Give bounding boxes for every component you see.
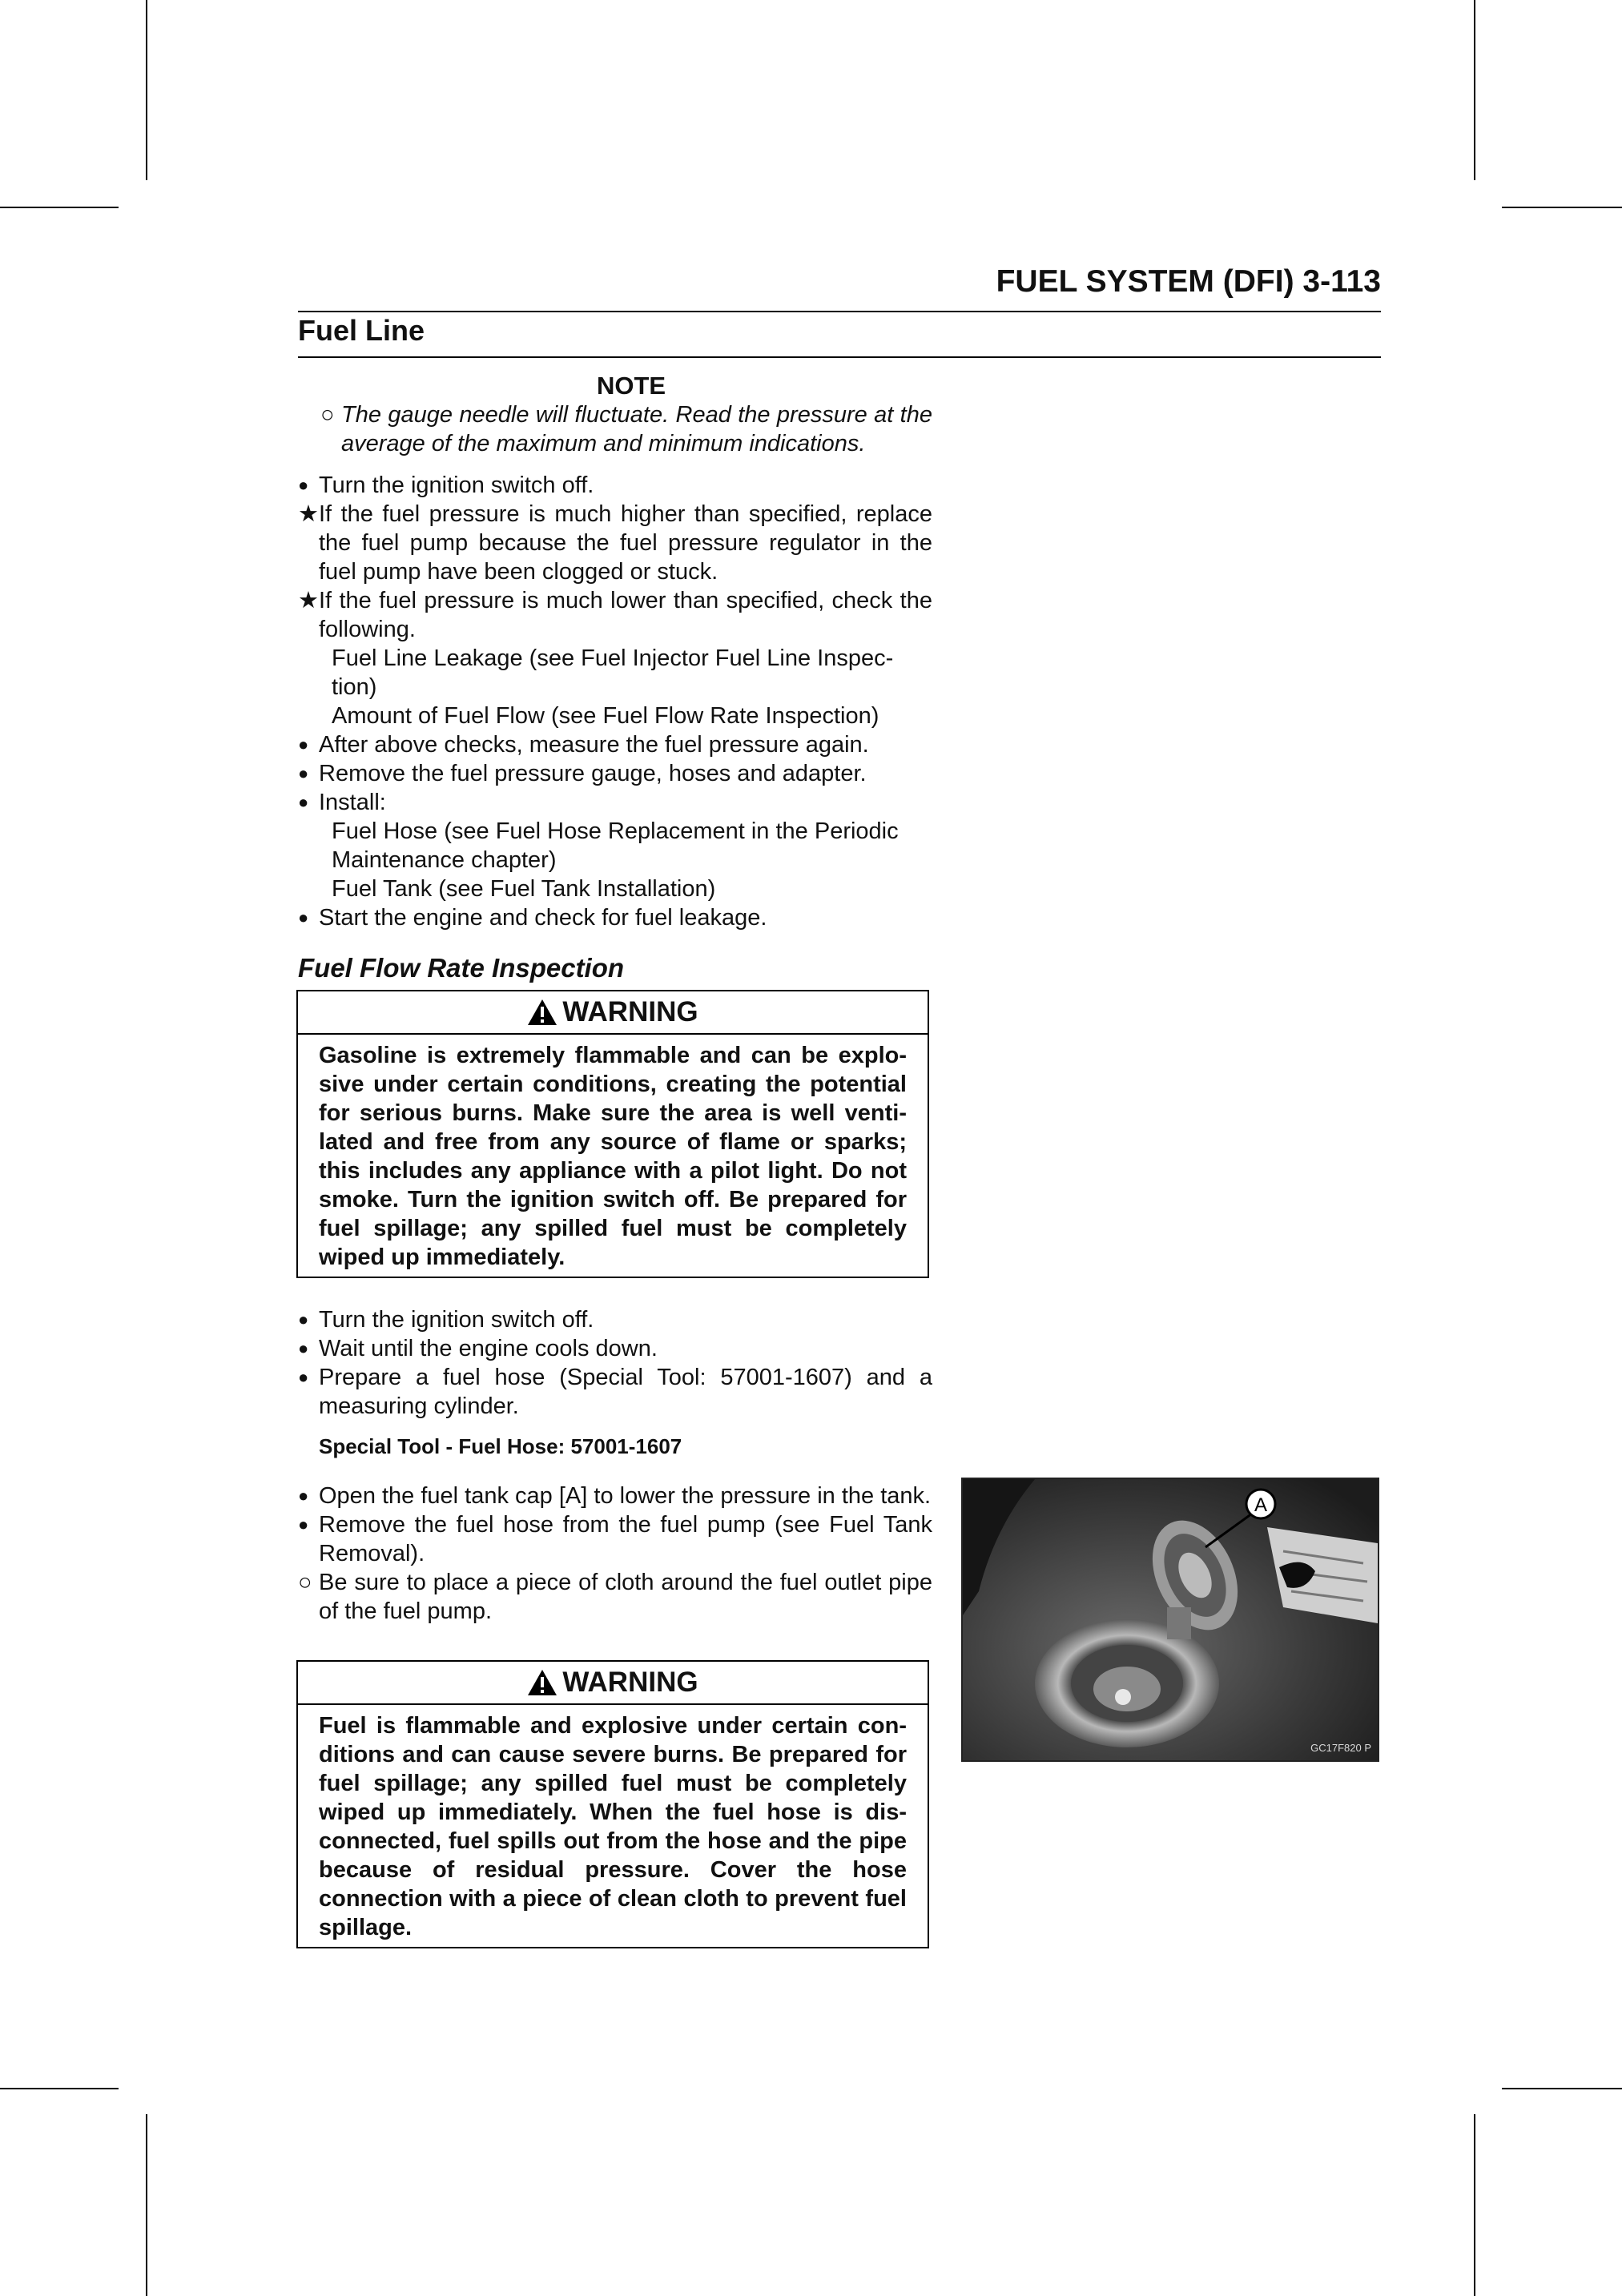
note-text: The gauge needle will fluctuate. Read the pressure at the average of the maximum and minimum indications. (341, 402, 932, 456)
warning-triangle-icon (527, 999, 557, 1026)
step-text: Install: (319, 790, 386, 815)
note-item (298, 400, 932, 458)
flow-rate-steps (298, 1305, 932, 1461)
step-text: If the fuel pressure is much lower than specified, check the following. (319, 588, 932, 642)
crop-mark (146, 2114, 147, 2296)
note-title: NOTE (596, 372, 666, 400)
step-text: Remove the fuel hose from the fuel pump (see Fuel Tank Removal). (319, 1512, 932, 1566)
bullet-icon: ● (298, 1338, 309, 1358)
sub-item (298, 644, 932, 702)
step-list (298, 1305, 932, 1421)
crop-mark (1474, 0, 1475, 180)
step-text: Remove the fuel pressure gauge, hoses and adapter. (319, 761, 867, 786)
crop-mark (146, 0, 147, 180)
hollow-bullet-icon: ○ (298, 1570, 312, 1595)
step-item (298, 759, 932, 788)
step-text: If the fuel pressure is much higher than specified, replace the fuel pump because the fuel pressure regulator in the fuel pump have been clogged or stuck. (319, 501, 932, 585)
step-text: Wait until the engine cools down. (319, 1336, 658, 1361)
step-text: Fuel Line Leakage (see Fuel Injector Fuel Line Inspec-tion) (332, 645, 894, 700)
step-item (298, 500, 932, 586)
bullet-icon: ● (298, 907, 309, 927)
crop-mark (1502, 2088, 1622, 2089)
subsection-title: Fuel Flow Rate Inspection (298, 953, 625, 983)
step-item (298, 1363, 932, 1421)
bullet-icon: ● (298, 475, 309, 495)
bullet-icon: ● (298, 763, 309, 783)
step-text: Fuel Hose (see Fuel Hose Replacement in the Periodic Maintenance chapter) (332, 818, 899, 873)
fuel-tank-illustration (963, 1479, 1378, 1760)
warning-header (298, 1662, 928, 1705)
warning-title: WARNING (562, 1667, 698, 1698)
step-text: After above checks, measure the fuel pressure again. (319, 732, 869, 758)
crop-mark (0, 2088, 119, 2089)
hollow-bullet-icon: ○ (320, 402, 335, 428)
bullet-icon: ● (298, 1367, 309, 1387)
star-icon: ★ (298, 588, 319, 613)
star-icon: ★ (298, 501, 319, 527)
step-item (298, 903, 932, 932)
step-text: Amount of Fuel Flow (see Fuel Flow Rate Inspection) (332, 703, 879, 729)
crop-mark (1474, 2114, 1475, 2296)
page-header: FUEL SYSTEM (DFI) 3-113 (996, 264, 1381, 299)
step-text: Turn the ignition switch off. (319, 472, 594, 498)
step-item (298, 1305, 932, 1334)
step-item (298, 788, 932, 817)
fuel-line-steps (298, 372, 932, 932)
warning-box (296, 990, 929, 1278)
section-rule (298, 356, 1381, 358)
bullet-icon: ● (298, 1309, 309, 1329)
section-title: Fuel Line (298, 314, 425, 347)
bullet-icon: ● (298, 1514, 309, 1534)
step-item (298, 471, 932, 500)
step-text: Turn the ignition switch off. (319, 1307, 594, 1333)
step-item (298, 1510, 932, 1568)
warning-header (298, 991, 928, 1035)
sub-item (298, 817, 932, 875)
warning-text: Gasoline is extremely flammable and can be explo-sive under certain conditions, creating the potential for serious burns. Make sure the area is well venti-lated and free from any source of flame or sparks; this includes any appliance with a pilot light. Do not smoke. Turn the ignition switch off. Be prepared for fuel spillage; any spilled fuel must be completely wiped up immediately. (319, 1043, 907, 1270)
step-item (298, 586, 932, 644)
step-list (298, 471, 932, 932)
crop-mark (1502, 207, 1622, 208)
warning-text: Fuel is flammable and explosive under certain con-ditions and can cause severe burns. Be prepared for fuel spillage; any spilled fuel must be completely wiped up immediately. When the fuel hose is dis-connected, fuel spills out from the hose and the pipe because of residual pressure. Cover the hose connection with a piece of clean cloth to prevent fuel spillage. (319, 1713, 907, 1940)
warning-title: WARNING (562, 996, 698, 1027)
crop-mark (0, 207, 119, 208)
step-text: Start the engine and check for fuel leakage. (319, 905, 767, 931)
special-tool-line: Special Tool - Fuel Hose: 57001-1607 (319, 1434, 682, 1458)
callout-a: A (1254, 1494, 1268, 1516)
step-list (298, 1482, 932, 1626)
step-text: Prepare a fuel hose (Special Tool: 57001-1607) and a measuring cylinder. (319, 1365, 932, 1419)
warning-box (296, 1660, 929, 1948)
bullet-icon: ● (298, 1486, 309, 1506)
step-text: Open the fuel tank cap [A] to lower the pressure in the tank. (319, 1483, 932, 1509)
warning-triangle-icon (527, 1669, 557, 1696)
photo-code: GC17F820 P (1310, 1742, 1371, 1754)
sub-item (298, 875, 932, 903)
fuel-tank-cap-photo (961, 1478, 1379, 1762)
bullet-icon: ● (298, 792, 309, 812)
step-item (298, 1334, 932, 1363)
step-item (298, 1482, 932, 1510)
step-item (298, 730, 932, 759)
step-item (298, 1568, 932, 1626)
step-text: Be sure to place a piece of cloth around the fuel outlet pipe of the fuel pump. (319, 1570, 932, 1624)
sub-item (298, 702, 932, 730)
step-text: Fuel Tank (see Fuel Tank Installation) (332, 876, 716, 902)
hose-removal-steps (298, 1482, 932, 1626)
header-rule (298, 311, 1381, 312)
bullet-icon: ● (298, 734, 309, 754)
